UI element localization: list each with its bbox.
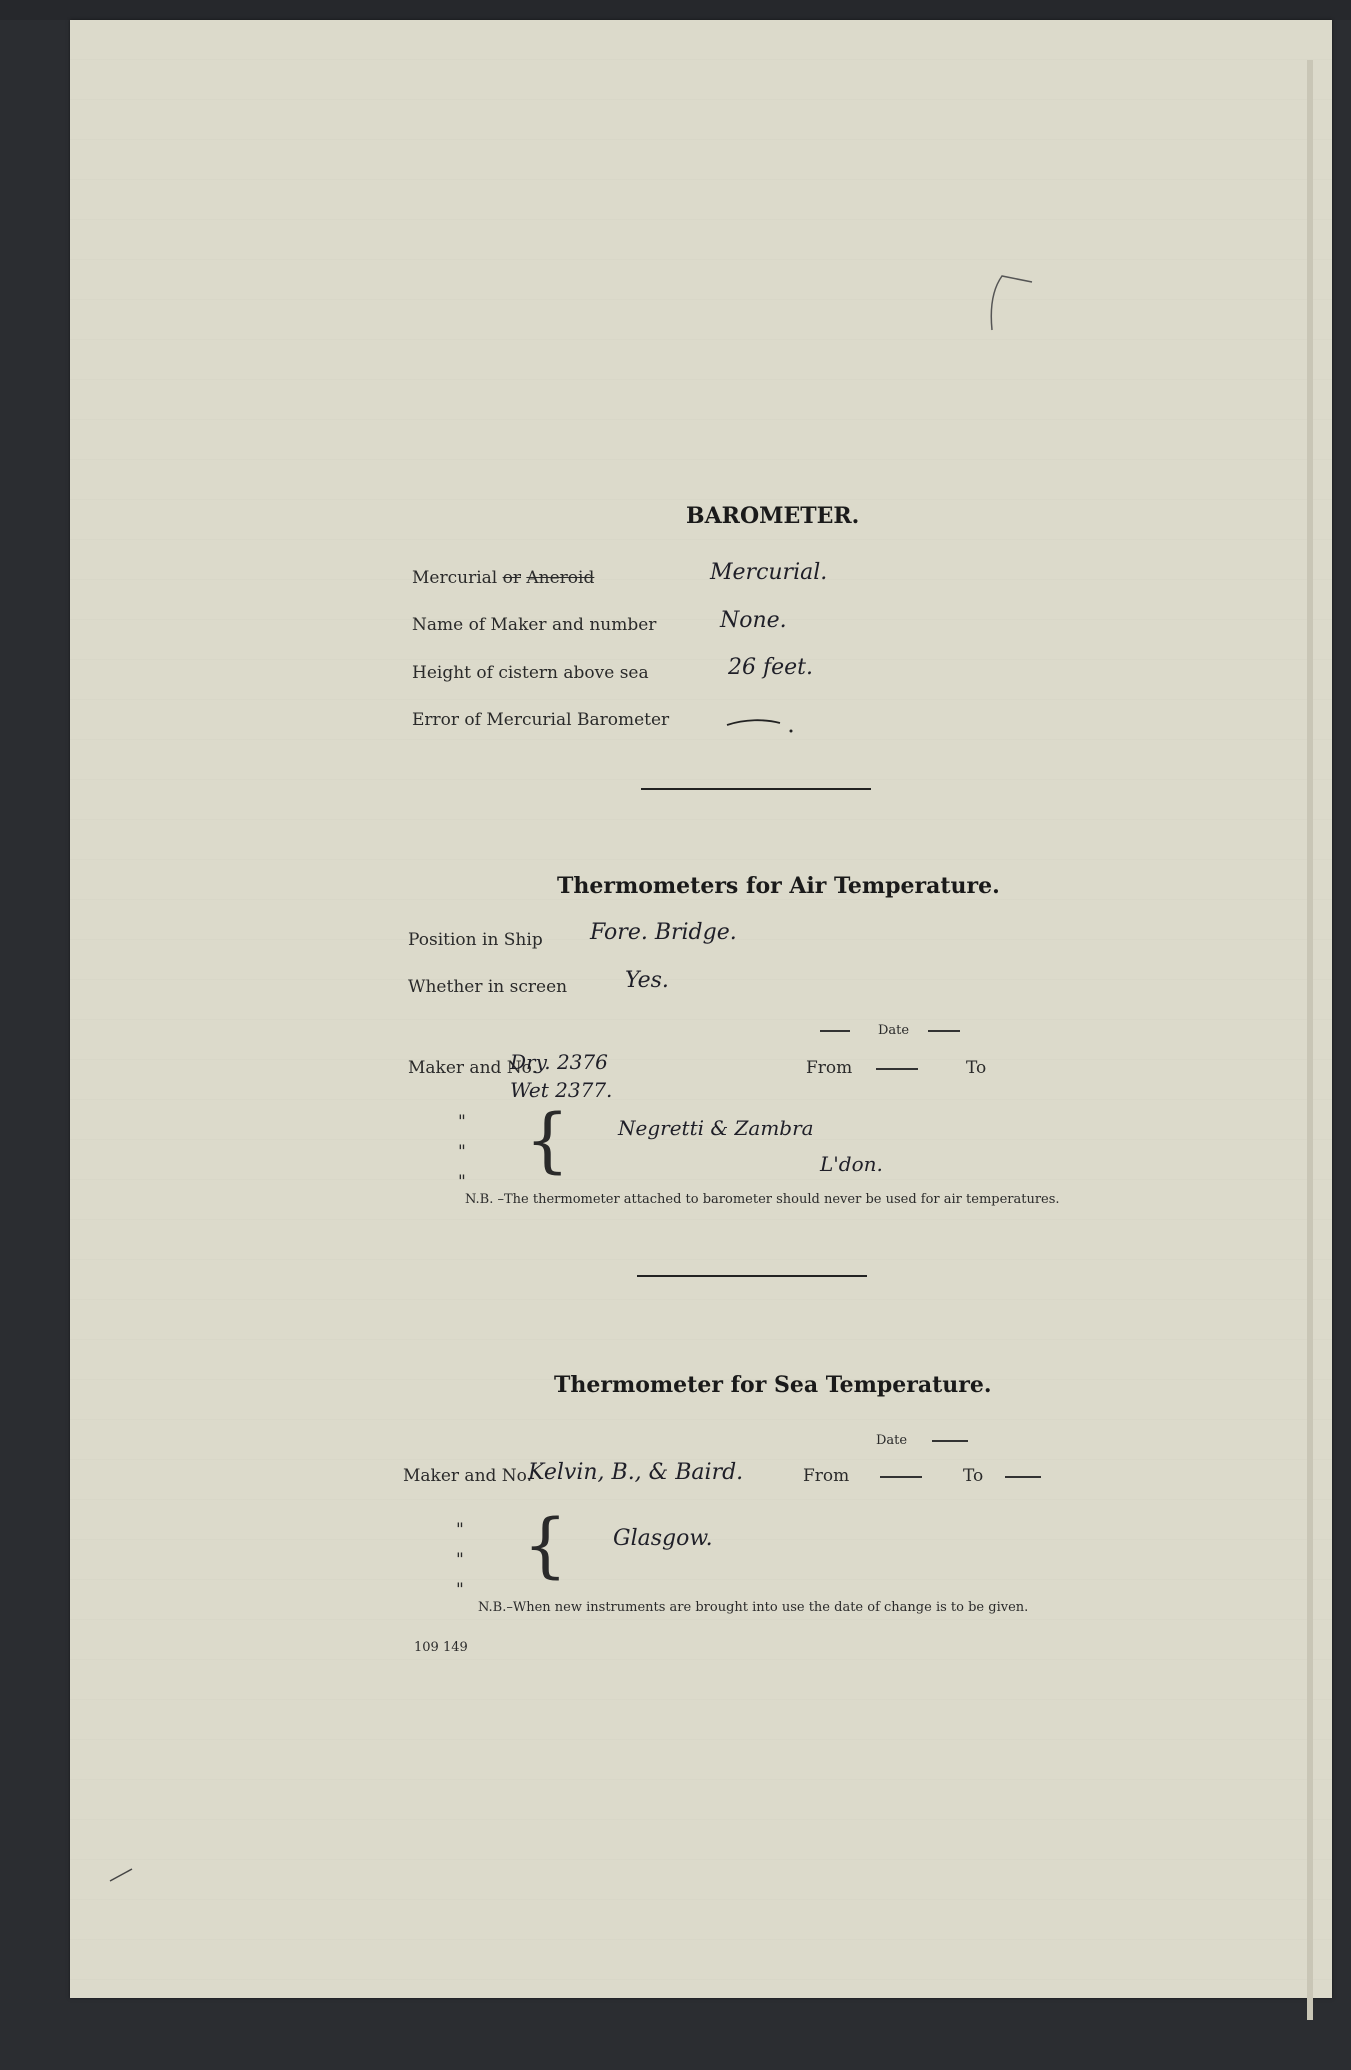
stray-mark-icon [108, 1865, 138, 1885]
air-to-label: To [966, 1058, 987, 1078]
section-divider [637, 1275, 867, 1277]
air-note: N.B. –The thermometer attached to barometer should never be used for air temperatures. [465, 1192, 1060, 1207]
sea-title: Thermometer for Sea Temperature. [554, 1372, 992, 1398]
from-dash [876, 1068, 918, 1070]
air-ditto-2: " [458, 1142, 466, 1162]
page-edge [1307, 60, 1313, 2020]
air-screen-value: Yes. [625, 968, 669, 993]
air-position-label: Position in Ship [408, 930, 543, 950]
barometer-type-aneroid: Aneroid [526, 568, 595, 588]
air-maker-city: L'don. [820, 1152, 883, 1176]
sea-ditto-2: " [456, 1550, 464, 1570]
air-ditto-3: " [458, 1172, 466, 1192]
barometer-type-label [412, 568, 594, 588]
air-position-value: Fore. Bridge. [590, 920, 737, 945]
barometer-maker-label: Name of Maker and number [412, 615, 657, 635]
sea-note: N.B.–When new instruments are brought into use the date of change is to be given. [478, 1600, 1029, 1615]
air-maker-label: Maker and No. [408, 1058, 538, 1078]
date-dash [820, 1030, 850, 1032]
brace-icon: { [525, 1099, 570, 1181]
barometer-title: BAROMETER. [686, 503, 860, 529]
scan-background [0, 0, 1351, 20]
sea-to-label: To [963, 1466, 984, 1486]
air-maker-name: Negretti & Zambra [618, 1116, 814, 1140]
date-dash [928, 1030, 960, 1032]
pencil-mark-icon [982, 270, 1042, 340]
sea-ditto-1: " [456, 1520, 464, 1540]
dash-mark-icon [725, 715, 795, 735]
barometer-maker-value: None. [720, 608, 787, 633]
barometer-type-mercurial: Mercurial [412, 568, 498, 588]
barometer-type-value: Mercurial. [710, 560, 828, 585]
air-title: Thermometers for Air Temperature. [557, 873, 1000, 899]
from-dash [880, 1476, 922, 1478]
barometer-type-or: or [502, 568, 521, 588]
air-wet-value: Wet 2377. [510, 1078, 613, 1102]
air-date-label: Date [878, 1023, 910, 1038]
brace-icon: { [523, 1504, 568, 1586]
air-from-label: From [806, 1058, 853, 1078]
sea-maker-label: Maker and No. [403, 1466, 533, 1486]
sea-maker-value: Kelvin, B., & Baird. [528, 1460, 744, 1485]
to-dash [1005, 1476, 1041, 1478]
form-number: 109 149 [414, 1640, 468, 1655]
air-dry-value: Dry. 2376 [510, 1050, 608, 1074]
form-page [70, 20, 1332, 1998]
sea-city-value: Glasgow. [613, 1526, 713, 1551]
barometer-height-value: 26 feet. [728, 655, 814, 680]
sea-from-label: From [803, 1466, 850, 1486]
barometer-error-label: Error of Mercurial Barometer [412, 710, 670, 730]
sea-ditto-3: " [456, 1580, 464, 1600]
date-dash [932, 1440, 968, 1442]
air-screen-label: Whether in screen [408, 977, 568, 997]
air-ditto-1: " [458, 1112, 466, 1132]
sea-date-label: Date [876, 1433, 908, 1448]
barometer-height-label: Height of cistern above sea [412, 663, 649, 683]
section-divider [641, 788, 871, 790]
